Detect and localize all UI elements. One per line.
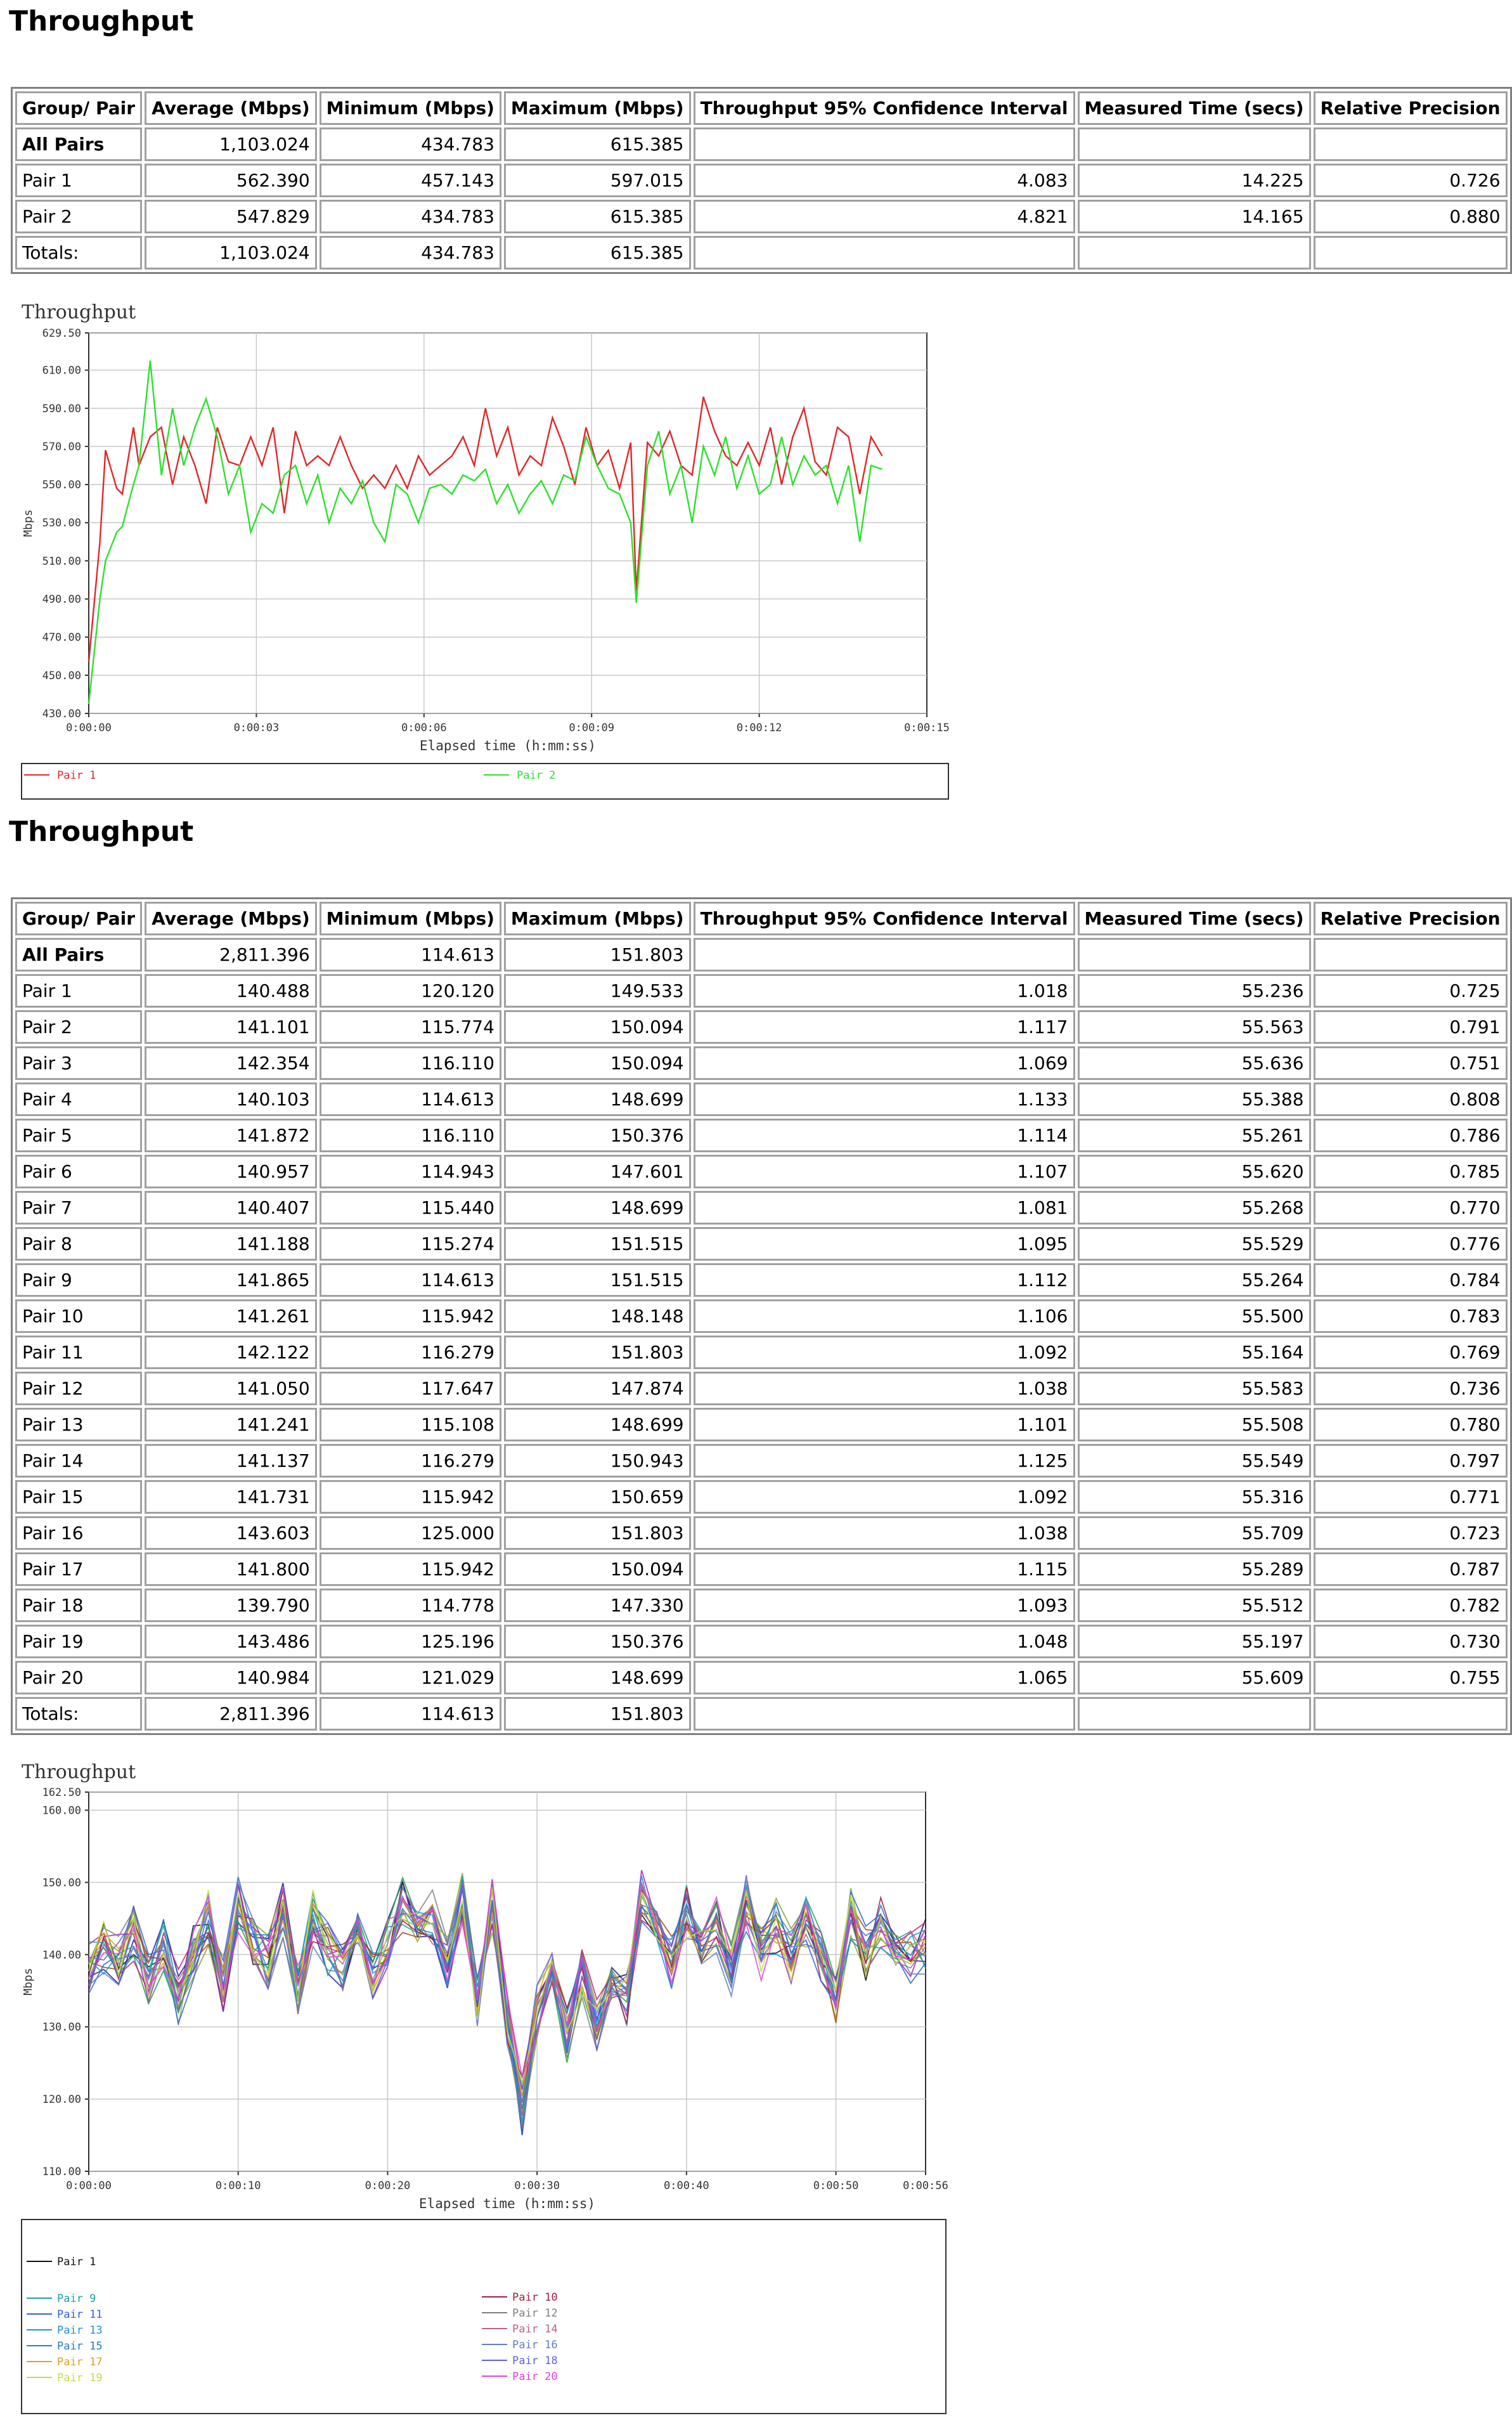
table-cell: 151.803 (504, 1336, 691, 1369)
table-cell: 1.093 (694, 1589, 1075, 1622)
row-label: Pair 17 (15, 1552, 142, 1586)
table-cell: 142.354 (145, 1046, 317, 1080)
column-header: Relative Precision (1314, 91, 1508, 125)
table-cell: 55.709 (1078, 1516, 1311, 1550)
y-tick-label: 550.00 (42, 479, 81, 492)
plot-area (89, 1792, 926, 2171)
row-label: Pair 19 (15, 1625, 142, 1658)
table-cell: 55.609 (1078, 1661, 1311, 1694)
row-label: Pair 12 (15, 1372, 142, 1405)
y-tick-label: 130.00 (42, 2021, 81, 2034)
legend-label: Pair 10 (512, 2291, 558, 2304)
table-cell: 55.583 (1078, 1372, 1311, 1405)
table-row (15, 1155, 1508, 1188)
legend-label: Pair 19 (57, 2372, 103, 2384)
table-cell: 140.103 (145, 1082, 317, 1116)
table-cell: 147.330 (504, 1589, 691, 1622)
table-row (15, 1046, 1508, 1080)
table-cell: 55.236 (1078, 974, 1311, 1008)
table-cell (1314, 938, 1508, 972)
table-cell: 125.196 (320, 1625, 501, 1658)
row-label: Totals: (15, 1697, 142, 1731)
table-cell: 150.094 (504, 1046, 691, 1080)
row-label: Totals: (15, 236, 142, 270)
table-cell: 1.065 (694, 1661, 1075, 1694)
section-title-2: Throughput (9, 816, 194, 848)
row-label: Pair 9 (15, 1263, 142, 1297)
row-label: Pair 16 (15, 1516, 142, 1550)
table-cell: 141.137 (145, 1444, 317, 1478)
column-header: Relative Precision (1314, 902, 1508, 935)
table-cell (694, 1697, 1075, 1731)
table-cell: 0.785 (1314, 1155, 1508, 1188)
table-cell: 151.515 (504, 1263, 691, 1297)
column-header: Throughput 95% Confidence Interval (694, 91, 1075, 125)
table-cell: 1.038 (694, 1516, 1075, 1550)
x-tick-label: 0:00:30 (514, 2180, 560, 2192)
table-row (15, 164, 1508, 197)
table-cell: 457.143 (320, 164, 501, 197)
y-tick-label: 430.00 (42, 708, 81, 720)
table-cell: 114.943 (320, 1155, 501, 1188)
table-cell: 148.699 (504, 1082, 691, 1116)
table-row (15, 1625, 1508, 1658)
x-axis-label: Elapsed time (h:mm:ss) (419, 738, 597, 753)
table-cell: 2,811.396 (145, 1697, 317, 1731)
table-cell: 143.486 (145, 1625, 317, 1658)
x-tick-label: 0:00:00 (66, 722, 112, 734)
table-cell: 547.829 (145, 200, 317, 233)
legend-label: Pair 1 (57, 2256, 96, 2268)
table-row (15, 1480, 1508, 1514)
table-cell: 55.264 (1078, 1263, 1311, 1297)
table-cell: 0.780 (1314, 1408, 1508, 1441)
table-cell: 148.699 (504, 1191, 691, 1225)
table-cell: 1,103.024 (145, 236, 317, 270)
table-cell: 55.388 (1078, 1082, 1311, 1116)
x-tick-label: 0:00:10 (215, 2180, 261, 2192)
section-title-1: Throughput (9, 5, 194, 37)
x-tick-label: 0:00:06 (401, 722, 447, 734)
table-cell: 1.107 (694, 1155, 1075, 1188)
table-cell: 55.636 (1078, 1046, 1311, 1080)
table-cell: 1.133 (694, 1082, 1075, 1116)
table-cell: 615.385 (504, 127, 691, 161)
column-header: Group/ Pair (15, 91, 142, 125)
table-cell: 0.736 (1314, 1372, 1508, 1405)
table-cell: 55.529 (1078, 1227, 1311, 1261)
row-label: Pair 7 (15, 1191, 142, 1225)
table-cell: 151.515 (504, 1227, 691, 1261)
table-cell: 141.800 (145, 1552, 317, 1586)
table-cell: 141.050 (145, 1372, 317, 1405)
table-cell: 121.029 (320, 1661, 501, 1694)
table-cell (1314, 1697, 1508, 1731)
table-cell (1078, 1697, 1311, 1731)
column-header: Minimum (Mbps) (320, 902, 501, 935)
table-cell: 150.094 (504, 1010, 691, 1044)
table-cell: 1.069 (694, 1046, 1075, 1080)
table-cell: 55.289 (1078, 1552, 1311, 1586)
table-cell: 0.755 (1314, 1661, 1508, 1694)
table-row (15, 1191, 1508, 1225)
chart-title: Throughput (22, 1761, 136, 1783)
table-cell (1078, 236, 1311, 270)
column-header: Measured Time (secs) (1078, 91, 1311, 125)
table-cell: 143.603 (145, 1516, 317, 1550)
table-cell: 55.197 (1078, 1625, 1311, 1658)
throughput-table-2 (11, 897, 1512, 1735)
column-header: Average (Mbps) (145, 902, 317, 935)
legend-label: Pair 18 (512, 2355, 558, 2367)
y-tick-label: 160.00 (42, 1804, 81, 1817)
table-cell: 115.440 (320, 1191, 501, 1225)
table-row (15, 1697, 1508, 1731)
table-cell: 0.787 (1314, 1552, 1508, 1586)
table-cell: 140.407 (145, 1191, 317, 1225)
table-row (15, 200, 1508, 233)
row-label: Pair 20 (15, 1661, 142, 1694)
table-row (15, 1010, 1508, 1044)
table-cell: 1.101 (694, 1408, 1075, 1441)
table-cell: 0.771 (1314, 1480, 1508, 1514)
table-cell: 147.874 (504, 1372, 691, 1405)
legend-label: Pair 11 (57, 2308, 103, 2321)
y-tick-label: 120.00 (42, 2093, 81, 2107)
table-row (15, 1408, 1508, 1441)
table-row (15, 1336, 1508, 1369)
table-cell: 1.117 (694, 1010, 1075, 1044)
table-row (15, 1263, 1508, 1297)
table-cell: 55.500 (1078, 1299, 1311, 1333)
table-cell: 142.122 (145, 1336, 317, 1369)
legend-label: Pair 16 (512, 2339, 558, 2351)
table-cell: 125.000 (320, 1516, 501, 1550)
table-cell: 116.110 (320, 1046, 501, 1080)
legend-label: Pair 1 (57, 769, 96, 782)
y-tick-label: 162.50 (42, 1786, 81, 1799)
table-cell: 615.385 (504, 200, 691, 233)
table-cell: 150.094 (504, 1552, 691, 1586)
table-cell: 55.316 (1078, 1480, 1311, 1514)
table-cell: 55.261 (1078, 1119, 1311, 1152)
table-cell (1078, 127, 1311, 161)
table-cell: 0.791 (1314, 1010, 1508, 1044)
table-cell: 141.261 (145, 1299, 317, 1333)
table-cell: 1,103.024 (145, 127, 317, 161)
row-label: Pair 11 (15, 1336, 142, 1369)
table-row (15, 1589, 1508, 1622)
legend-box (22, 2220, 946, 2414)
table-cell: 1.112 (694, 1263, 1075, 1297)
table-row (15, 236, 1508, 270)
row-label: All Pairs (15, 127, 142, 161)
row-label: Pair 3 (15, 1046, 142, 1080)
row-label: Pair 5 (15, 1119, 142, 1152)
row-label: Pair 10 (15, 1299, 142, 1333)
table-row (15, 127, 1508, 161)
table-cell: 1.114 (694, 1119, 1075, 1152)
table-cell: 114.613 (320, 1082, 501, 1116)
x-tick-label: 0:00:20 (365, 2180, 411, 2192)
table-cell: 1.106 (694, 1299, 1075, 1333)
x-tick-label: 0:00:03 (233, 722, 280, 734)
table-cell: 115.942 (320, 1299, 501, 1333)
table-cell: 4.821 (694, 200, 1075, 233)
table-cell: 0.769 (1314, 1336, 1508, 1369)
table-cell: 151.803 (504, 938, 691, 972)
row-label: Pair 1 (15, 164, 142, 197)
table-cell: 116.279 (320, 1336, 501, 1369)
legend-label: Pair 9 (57, 2292, 96, 2305)
y-tick-label: 530.00 (42, 517, 81, 530)
y-axis-label: Mbps (22, 1968, 35, 1996)
table-cell: 1.115 (694, 1552, 1075, 1586)
y-tick-label: 610.00 (42, 364, 81, 377)
table-cell: 0.808 (1314, 1082, 1508, 1116)
table-cell (1314, 236, 1508, 270)
table-cell: 0.783 (1314, 1299, 1508, 1333)
table-cell: 1.048 (694, 1625, 1075, 1658)
plot-area (89, 333, 927, 713)
table-cell: 114.613 (320, 1697, 501, 1731)
x-tick-label: 0:00:09 (569, 722, 615, 734)
row-label: Pair 14 (15, 1444, 142, 1478)
table-cell: 150.659 (504, 1480, 691, 1514)
table-row (15, 1372, 1508, 1405)
table-cell: 0.770 (1314, 1191, 1508, 1225)
table-cell: 115.942 (320, 1552, 501, 1586)
throughput-table-1 (11, 87, 1512, 274)
table-row (15, 1119, 1508, 1152)
table-cell: 0.784 (1314, 1263, 1508, 1297)
table-cell: 1.125 (694, 1444, 1075, 1478)
table-cell: 434.783 (320, 200, 501, 233)
table-cell: 115.774 (320, 1010, 501, 1044)
table-cell: 141.865 (145, 1263, 317, 1297)
table-cell: 0.723 (1314, 1516, 1508, 1550)
table-cell (694, 127, 1075, 161)
table-cell: 140.488 (145, 974, 317, 1008)
table-cell: 141.188 (145, 1227, 317, 1261)
table-cell: 1.092 (694, 1480, 1075, 1514)
table-cell: 1.038 (694, 1372, 1075, 1405)
y-tick-label: 590.00 (42, 402, 81, 415)
table-cell: 14.225 (1078, 164, 1311, 197)
table-cell: 141.241 (145, 1408, 317, 1441)
table-cell: 148.148 (504, 1299, 691, 1333)
throughput-chart-2 (13, 1757, 951, 2416)
table-row (15, 1082, 1508, 1116)
table-cell: 140.957 (145, 1155, 317, 1188)
table-cell: 562.390 (145, 164, 317, 197)
x-axis-label: Elapsed time (h:mm:ss) (418, 2196, 596, 2211)
table-cell: 147.601 (504, 1155, 691, 1188)
table-cell: 14.165 (1078, 200, 1311, 233)
row-label: Pair 4 (15, 1082, 142, 1116)
column-header: Measured Time (secs) (1078, 902, 1311, 935)
row-label: Pair 1 (15, 974, 142, 1008)
x-tick-label: 0:00:15 (904, 722, 950, 734)
column-header: Maximum (Mbps) (504, 91, 691, 125)
x-tick-label: 0:00:56 (903, 2180, 948, 2192)
table-row (15, 1444, 1508, 1478)
row-label: Pair 18 (15, 1589, 142, 1622)
table-cell: 116.110 (320, 1119, 501, 1152)
row-label: Pair 2 (15, 200, 142, 233)
table-row (15, 1299, 1508, 1333)
table-cell: 116.279 (320, 1444, 501, 1478)
y-tick-label: 570.00 (42, 440, 81, 453)
y-tick-label: 490.00 (42, 593, 81, 606)
chart-title: Throughput (22, 301, 136, 323)
table-cell: 115.942 (320, 1480, 501, 1514)
row-label: Pair 15 (15, 1480, 142, 1514)
table-cell: 115.274 (320, 1227, 501, 1261)
table-row (15, 1552, 1508, 1586)
table-cell: 55.563 (1078, 1010, 1311, 1044)
legend-label: Pair 20 (512, 2370, 558, 2383)
column-header: Minimum (Mbps) (320, 91, 501, 125)
table-cell: 55.512 (1078, 1589, 1311, 1622)
table-cell: 150.376 (504, 1119, 691, 1152)
table-cell: 141.731 (145, 1480, 317, 1514)
table-row (15, 938, 1508, 972)
table-cell: 139.790 (145, 1589, 317, 1622)
throughput-chart-1 (13, 297, 951, 804)
table-cell: 434.783 (320, 236, 501, 270)
table-cell: 117.647 (320, 1372, 501, 1405)
x-tick-label: 0:00:12 (736, 722, 782, 734)
table-cell: 0.751 (1314, 1046, 1508, 1080)
row-label: All Pairs (15, 938, 142, 972)
table-cell: 114.613 (320, 1263, 501, 1297)
chart-1-svg (13, 297, 951, 804)
table-cell (1078, 938, 1311, 972)
y-tick-label: 140.00 (42, 1949, 81, 1962)
table-cell: 1.018 (694, 974, 1075, 1008)
y-tick-label: 510.00 (42, 555, 81, 568)
table-cell: 150.376 (504, 1625, 691, 1658)
table-cell: 0.880 (1314, 200, 1508, 233)
legend-label: Pair 12 (512, 2307, 558, 2320)
table-cell: 151.803 (504, 1516, 691, 1550)
table-cell (694, 938, 1075, 972)
legend-label: Pair 15 (57, 2340, 103, 2353)
table-cell: 141.101 (145, 1010, 317, 1044)
table-cell: 55.508 (1078, 1408, 1311, 1441)
table-cell: 141.872 (145, 1119, 317, 1152)
legend-label: Pair 2 (517, 769, 556, 782)
row-label: Pair 13 (15, 1408, 142, 1441)
column-header: Group/ Pair (15, 902, 142, 935)
y-tick-label: 629.50 (42, 327, 81, 340)
table-row (15, 1516, 1508, 1550)
table-row (15, 1661, 1508, 1694)
table-cell: 1.081 (694, 1191, 1075, 1225)
table-cell: 115.108 (320, 1408, 501, 1441)
table-cell (694, 236, 1075, 270)
table-cell: 114.613 (320, 938, 501, 972)
table-cell: 55.620 (1078, 1155, 1311, 1188)
table-row (15, 1227, 1508, 1261)
table-cell: 0.786 (1314, 1119, 1508, 1152)
table-cell: 597.015 (504, 164, 691, 197)
legend-label: Pair 17 (57, 2356, 103, 2369)
y-axis-label: Mbps (22, 509, 35, 537)
table-cell: 114.778 (320, 1589, 501, 1622)
y-tick-label: 470.00 (42, 631, 81, 644)
column-header: Average (Mbps) (145, 91, 317, 125)
x-tick-label: 0:00:00 (66, 2180, 112, 2192)
table-cell: 149.533 (504, 974, 691, 1008)
table-cell: 0.797 (1314, 1444, 1508, 1478)
y-tick-label: 450.00 (42, 669, 81, 682)
legend-label: Pair 13 (57, 2324, 103, 2337)
table-cell: 434.783 (320, 127, 501, 161)
table-cell: 2,811.396 (145, 938, 317, 972)
y-tick-label: 110.00 (42, 2166, 81, 2178)
table-cell: 151.803 (504, 1697, 691, 1731)
table-cell: 0.776 (1314, 1227, 1508, 1261)
table-cell (1314, 127, 1508, 161)
table-cell: 0.730 (1314, 1625, 1508, 1658)
table-cell: 0.725 (1314, 974, 1508, 1008)
column-header: Throughput 95% Confidence Interval (694, 902, 1075, 935)
row-label: Pair 8 (15, 1227, 142, 1261)
table-cell: 1.092 (694, 1336, 1075, 1369)
legend-label: Pair 14 (512, 2323, 558, 2336)
table-row (15, 974, 1508, 1008)
table-cell: 148.699 (504, 1408, 691, 1441)
row-label: Pair 2 (15, 1010, 142, 1044)
column-header: Maximum (Mbps) (504, 902, 691, 935)
chart-2-svg (13, 1757, 951, 2416)
table-cell: 0.782 (1314, 1589, 1508, 1622)
table-cell: 55.268 (1078, 1191, 1311, 1225)
table-cell: 615.385 (504, 236, 691, 270)
table-cell: 0.726 (1314, 164, 1508, 197)
x-tick-label: 0:00:50 (813, 2180, 859, 2192)
table-cell: 150.943 (504, 1444, 691, 1478)
table-cell: 4.083 (694, 164, 1075, 197)
table-cell: 55.164 (1078, 1336, 1311, 1369)
table-cell: 55.549 (1078, 1444, 1311, 1478)
table-cell: 1.095 (694, 1227, 1075, 1261)
table-cell: 148.699 (504, 1661, 691, 1694)
legend-box (22, 764, 948, 799)
row-label: Pair 6 (15, 1155, 142, 1188)
table-cell: 120.120 (320, 974, 501, 1008)
y-tick-label: 150.00 (42, 1876, 81, 1890)
x-tick-label: 0:00:40 (664, 2180, 709, 2192)
table-cell: 140.984 (145, 1661, 317, 1694)
